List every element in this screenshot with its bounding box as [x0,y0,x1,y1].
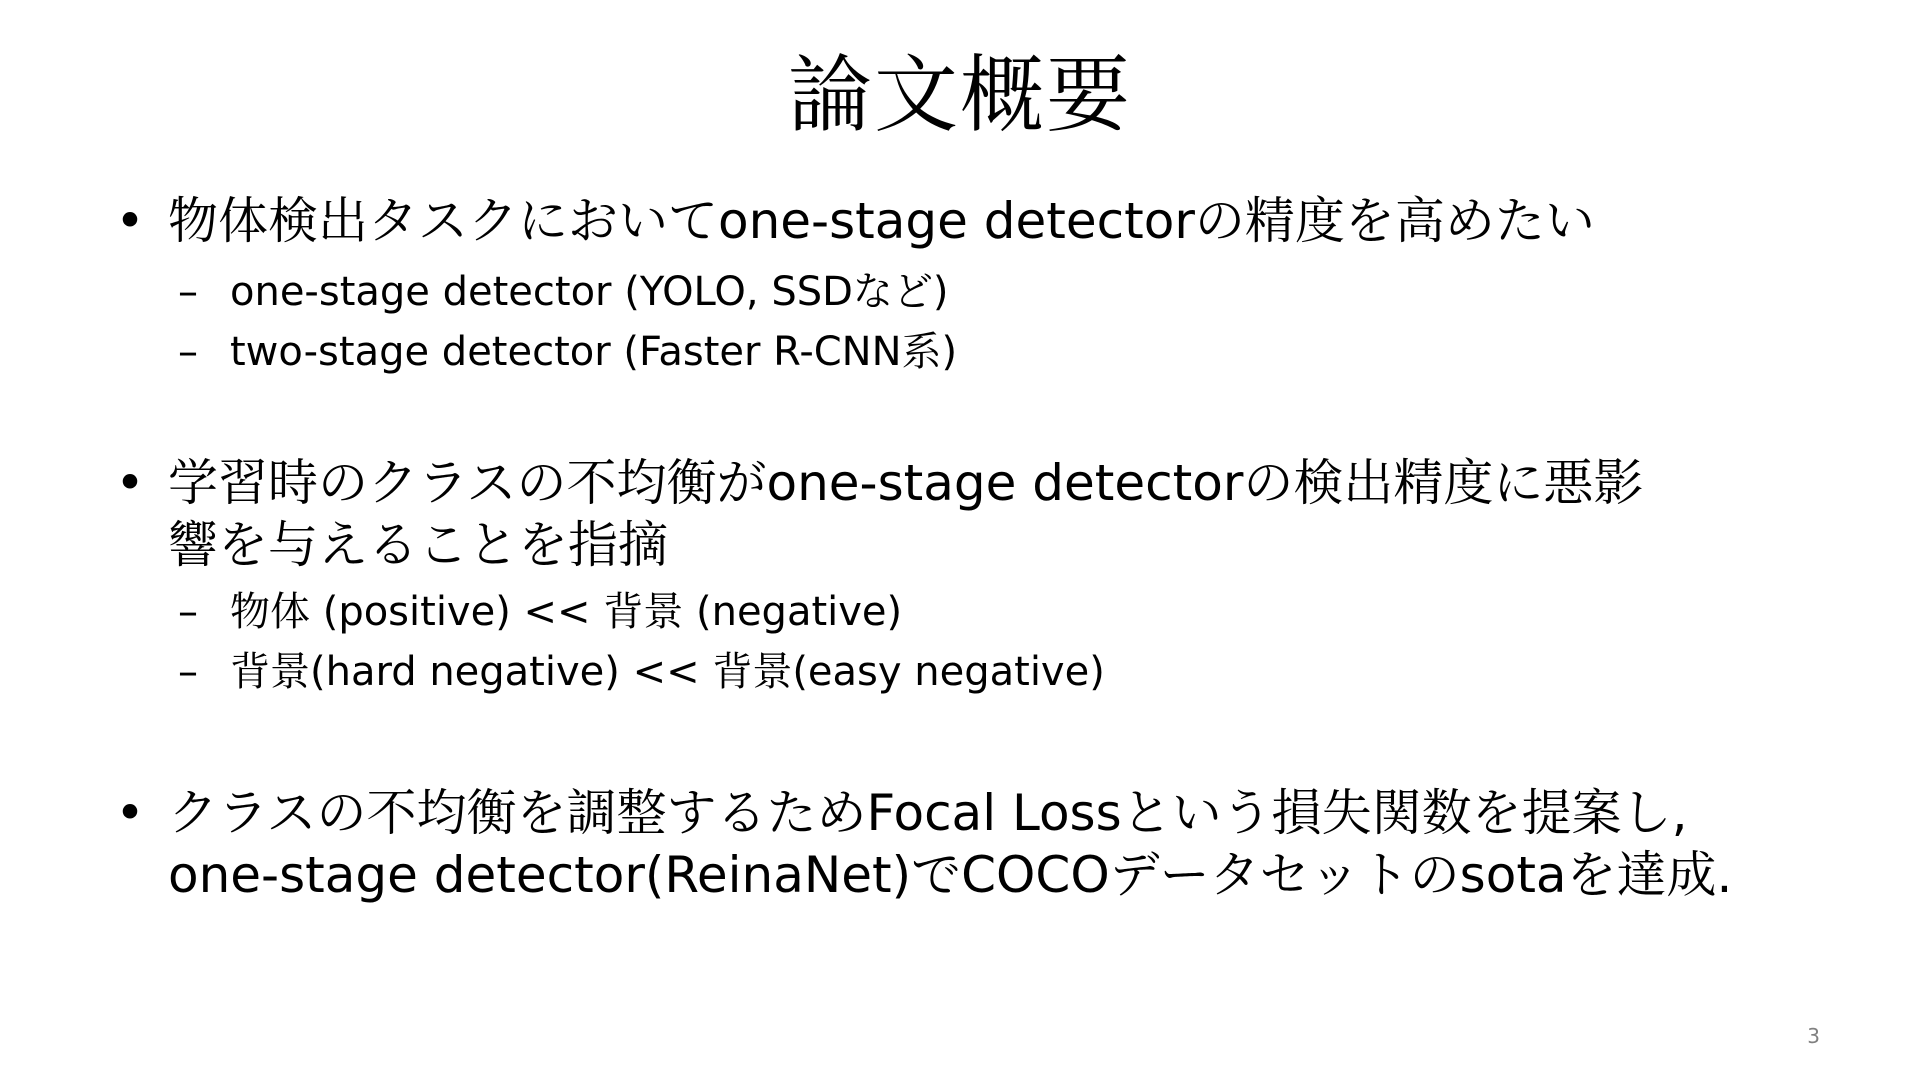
sub-marker: – [178,329,198,375]
sub-item [178,322,1778,382]
bullet-text: クラスの不均衡を調整するためFocal Lossという損失関数を提案し, one-stage detector(ReinaNet)でCOCOデータセットのsotaを達成. [168,784,1733,904]
sub-marker: – [178,589,198,635]
sub-item [178,262,1778,322]
bullet-item [110,190,1830,252]
sub-text: two-stage detector (Faster R-CNN系) [230,329,958,375]
bullet-marker: • [115,192,145,250]
sub-text: 物体 (positive) << 背景 (negative) [230,589,903,635]
bullet-text: 物体検出タスクにおいてone-stage detectorの精度を高めたい [168,192,1595,250]
sub-item [178,642,1778,702]
bullet-marker: • [115,784,145,842]
bullet-text: 学習時のクラスの不均衡がone-stage detectorの検出精度に悪影 響を与えることを指摘 [168,454,1644,574]
sub-text: one-stage detector (YOLO, SSDなど) [230,269,949,315]
bullet-item [110,782,1830,906]
sub-marker: – [178,269,198,315]
bullet-marker: • [115,454,145,512]
page-number: 3 [1807,1024,1820,1048]
sub-text: 背景(hard negative) << 背景(easy negative) [230,649,1105,695]
bullet-item [110,452,1830,576]
slide-title: 論文概要 [787,46,1132,144]
sub-item [178,582,1778,642]
sub-marker: – [178,649,198,695]
